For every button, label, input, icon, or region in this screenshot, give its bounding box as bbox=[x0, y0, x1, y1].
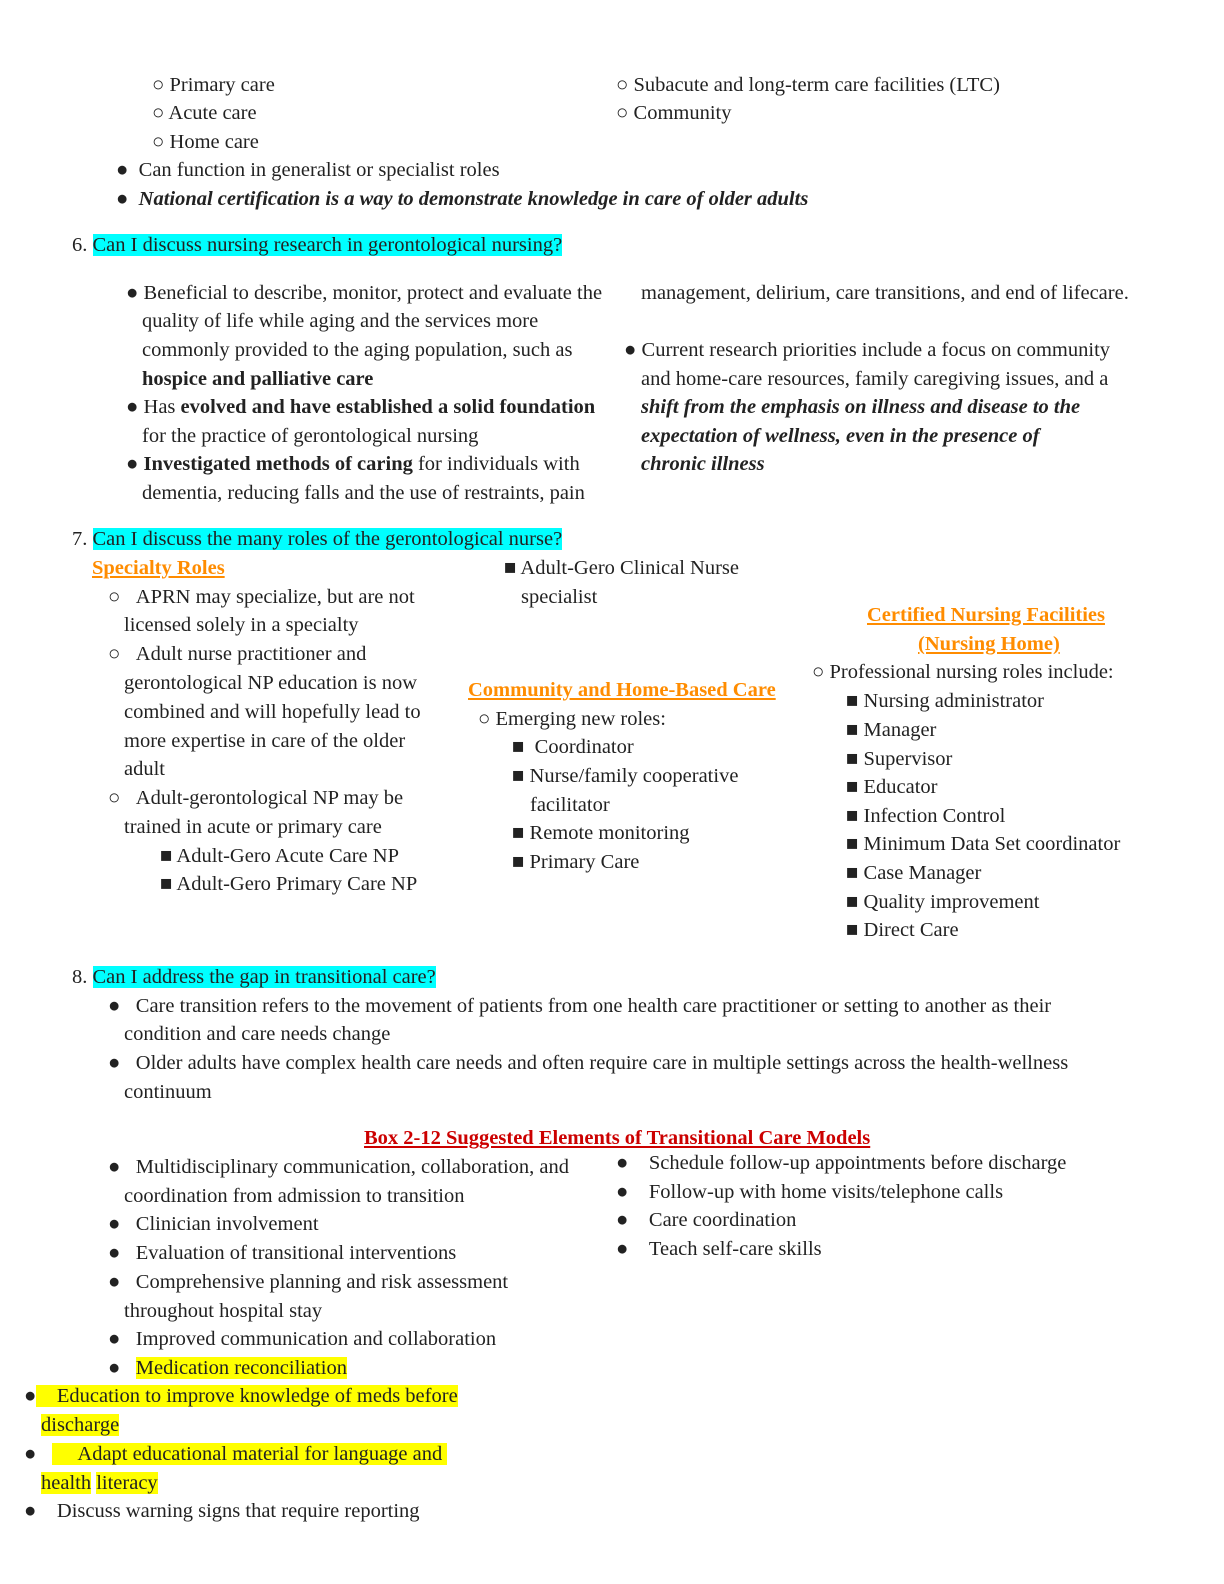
question-heading bbox=[72, 525, 562, 553]
question-number: 7. bbox=[72, 528, 88, 550]
research-text: commonly provided to the aging population, such as bbox=[142, 339, 573, 361]
research-text: expectation of wellness, even in the presence of bbox=[641, 425, 1040, 447]
question-number: 8. bbox=[72, 966, 88, 988]
element-text: Medication reconciliation bbox=[135, 1357, 347, 1379]
transition-text: continuum bbox=[124, 1081, 212, 1103]
bullet-icon: ● bbox=[108, 1156, 121, 1178]
list-item bbox=[24, 1497, 420, 1525]
roles-text: Can function in generalist or specialist roles bbox=[138, 159, 500, 181]
bullet-icon: ● bbox=[108, 1271, 121, 1293]
list-item bbox=[116, 156, 500, 184]
role-text: combined and will hopefully lead to bbox=[124, 701, 421, 723]
square-bullet-icon: ■ bbox=[504, 557, 517, 579]
research-text: Investigated methods of caring bbox=[143, 453, 413, 475]
list-item bbox=[152, 99, 257, 127]
role-text: specialist bbox=[521, 586, 598, 608]
square-bullet-icon: ■ bbox=[846, 776, 859, 798]
role-text: Case Manager bbox=[863, 862, 982, 884]
element-text: Care coordination bbox=[648, 1209, 797, 1231]
bullet-icon: ● bbox=[126, 282, 139, 304]
bullet-icon: ● bbox=[616, 1238, 629, 1260]
element-text: Multidisciplinary communication, collaboration, and bbox=[135, 1156, 570, 1178]
list-item bbox=[160, 870, 417, 898]
bullet-icon: ● bbox=[24, 1385, 37, 1407]
role-text: Educator bbox=[863, 776, 938, 798]
bullet-icon: ● bbox=[24, 1500, 37, 1522]
role-text: licensed solely in a specialty bbox=[124, 614, 359, 636]
setting-label: Primary care bbox=[169, 74, 275, 96]
research-text: hospice and palliative care bbox=[142, 368, 374, 390]
open-bullet-icon: ○ bbox=[108, 643, 121, 665]
element-text: Comprehensive planning and risk assessment bbox=[135, 1271, 509, 1293]
element-text: Education to improve knowledge of meds before bbox=[56, 1385, 458, 1407]
list-item bbox=[126, 393, 595, 421]
setting-label: Subacute and long-term care facilities (LTC) bbox=[633, 74, 1000, 96]
square-bullet-icon: ■ bbox=[846, 891, 859, 913]
list-item bbox=[116, 185, 808, 213]
element-text: Adapt educational material for language and bbox=[77, 1443, 443, 1465]
list-item bbox=[160, 842, 399, 870]
role-text: Professional nursing roles include: bbox=[829, 661, 1114, 683]
square-bullet-icon: ■ bbox=[846, 919, 859, 941]
role-text: Supervisor bbox=[863, 748, 953, 770]
element-text: Clinician involvement bbox=[135, 1213, 319, 1235]
element-text: Follow-up with home visits/telephone calls bbox=[648, 1181, 1004, 1203]
role-text: adult bbox=[124, 758, 165, 780]
role-text: Infection Control bbox=[863, 805, 1006, 827]
bullet-icon: ● bbox=[116, 159, 129, 181]
list-item bbox=[512, 733, 634, 761]
open-bullet-icon: ○ bbox=[478, 708, 491, 730]
role-text: Direct Care bbox=[863, 919, 959, 941]
element-text: Evaluation of transitional interventions bbox=[135, 1242, 457, 1264]
transition-text: Care transition refers to the movement of patients from one health care practitioner or setting to another as their bbox=[135, 995, 1052, 1017]
role-text: trained in acute or primary care bbox=[124, 816, 382, 838]
research-text: for individuals with bbox=[412, 453, 580, 475]
research-text: quality of life while aging and the services more bbox=[142, 310, 539, 332]
square-bullet-icon: ■ bbox=[160, 873, 173, 895]
list-item bbox=[846, 716, 936, 744]
role-text: Coordinator bbox=[534, 736, 634, 758]
list-item bbox=[504, 554, 739, 582]
bullet-icon: ● bbox=[116, 188, 129, 210]
square-bullet-icon: ■ bbox=[846, 833, 859, 855]
list-item bbox=[846, 687, 1044, 715]
certification-text: National certification is a way to demonstrate knowledge in care of older adults bbox=[138, 188, 809, 210]
transition-text: Older adults have complex health care needs and often require care in multiple settings across the health-wellness bbox=[135, 1052, 1069, 1074]
list-item bbox=[126, 279, 602, 307]
list-item bbox=[616, 1206, 796, 1234]
role-text: Adult nurse practitioner and bbox=[135, 643, 367, 665]
research-text: Beneficial to describe, monitor, protect and evaluate the bbox=[143, 282, 603, 304]
list-item bbox=[846, 888, 1039, 916]
bullet-icon: ● bbox=[108, 1213, 121, 1235]
list-item bbox=[624, 336, 1110, 364]
open-bullet-icon: ○ bbox=[108, 586, 121, 608]
square-bullet-icon: ■ bbox=[846, 748, 859, 770]
role-text: Adult-Gero Primary Care NP bbox=[176, 873, 418, 895]
element-text: coordination from admission to transition bbox=[124, 1185, 465, 1207]
question-title: Can I address the gap in transitional care? bbox=[92, 966, 436, 988]
list-item bbox=[24, 1440, 447, 1468]
role-text: Remote monitoring bbox=[529, 822, 690, 844]
square-bullet-icon: ■ bbox=[846, 690, 859, 712]
square-bullet-icon: ■ bbox=[512, 822, 525, 844]
research-text: shift from the emphasis on illness and disease to the bbox=[641, 396, 1081, 418]
square-bullet-icon: ■ bbox=[846, 805, 859, 827]
community-care-heading: Community and Home-Based Care bbox=[468, 679, 776, 701]
square-bullet-icon: ■ bbox=[846, 862, 859, 884]
list-item bbox=[512, 819, 690, 847]
bullet-icon: ● bbox=[108, 995, 121, 1017]
bullet-icon: ● bbox=[616, 1181, 629, 1203]
list-item bbox=[24, 1382, 458, 1410]
list-item bbox=[152, 71, 275, 99]
list-item bbox=[108, 1268, 508, 1296]
setting-label: Acute care bbox=[168, 102, 257, 124]
list-item bbox=[846, 916, 959, 944]
role-text: Adult-gerontological NP may be bbox=[135, 787, 404, 809]
list-item bbox=[512, 762, 738, 790]
list-item bbox=[108, 1239, 456, 1267]
role-text: Minimum Data Set coordinator bbox=[863, 833, 1121, 855]
list-item bbox=[108, 640, 366, 668]
list-item bbox=[108, 1153, 569, 1181]
list-item bbox=[616, 1178, 1003, 1206]
element-text: literacy bbox=[96, 1472, 158, 1494]
box-title: Box 2-12 Suggested Elements of Transitional Care Models bbox=[364, 1127, 871, 1149]
list-item bbox=[108, 784, 403, 812]
element-text bbox=[41, 1469, 158, 1497]
element-text: throughout hospital stay bbox=[124, 1300, 323, 1322]
role-text: Manager bbox=[863, 719, 937, 741]
open-bullet-icon: ○ bbox=[152, 131, 165, 153]
element-text: Improved communication and collaboration bbox=[135, 1328, 497, 1350]
square-bullet-icon: ■ bbox=[512, 851, 525, 873]
setting-label: Community bbox=[633, 102, 732, 124]
list-item bbox=[616, 1149, 1066, 1177]
list-item bbox=[512, 848, 639, 876]
research-text: for the practice of gerontological nursing bbox=[142, 425, 479, 447]
open-bullet-icon: ○ bbox=[108, 787, 121, 809]
research-text: Has bbox=[143, 396, 181, 418]
square-bullet-icon: ■ bbox=[160, 845, 173, 867]
element-text: Schedule follow-up appointments before discharge bbox=[648, 1152, 1067, 1174]
list-item bbox=[108, 1325, 496, 1353]
question-title: Can I discuss the many roles of the gerontological nurse? bbox=[92, 528, 563, 550]
bullet-icon: ● bbox=[126, 453, 139, 475]
research-text: chronic illness bbox=[641, 453, 765, 475]
list-item bbox=[846, 773, 938, 801]
element-text: health bbox=[41, 1472, 92, 1494]
question-number: 6. bbox=[72, 234, 88, 256]
bullet-icon: ● bbox=[616, 1152, 629, 1174]
list-item bbox=[108, 1210, 319, 1238]
bullet-icon: ● bbox=[616, 1209, 629, 1231]
bullet-icon: ● bbox=[108, 1357, 121, 1379]
open-bullet-icon: ○ bbox=[152, 102, 165, 124]
facilities-heading: Certified Nursing Facilities bbox=[867, 604, 1105, 626]
open-bullet-icon: ○ bbox=[152, 74, 165, 96]
facilities-heading: (Nursing Home) bbox=[918, 633, 1060, 655]
research-text: and home-care resources, family caregiving issues, and a bbox=[641, 368, 1109, 390]
list-item bbox=[108, 1354, 347, 1382]
bullet-icon: ● bbox=[624, 339, 637, 361]
role-text: more expertise in care of the older bbox=[124, 730, 406, 752]
element-text bbox=[41, 1411, 119, 1439]
research-text: Current research priorities include a focus on community bbox=[641, 339, 1111, 361]
list-item bbox=[846, 830, 1120, 858]
question-heading bbox=[72, 231, 562, 259]
role-text: facilitator bbox=[530, 794, 610, 816]
list-item bbox=[108, 1049, 1068, 1077]
research-text: evolved and have established a solid foundation bbox=[180, 396, 596, 418]
bullet-icon: ● bbox=[108, 1242, 121, 1264]
transition-text: condition and care needs change bbox=[124, 1023, 391, 1045]
role-text: Emerging new roles: bbox=[495, 708, 666, 730]
list-item bbox=[108, 992, 1051, 1020]
bullet-icon: ● bbox=[108, 1328, 121, 1350]
role-text: gerontological NP education is now bbox=[124, 672, 418, 694]
list-item bbox=[108, 583, 415, 611]
research-text: dementia, reducing falls and the use of restraints, pain bbox=[142, 482, 585, 504]
list-item bbox=[616, 99, 731, 127]
open-bullet-icon: ○ bbox=[616, 74, 629, 96]
bullet-icon: ● bbox=[126, 396, 139, 418]
role-text: Nurse/family cooperative bbox=[529, 765, 739, 787]
list-item bbox=[152, 128, 259, 156]
list-item bbox=[812, 658, 1114, 686]
list-item bbox=[846, 745, 952, 773]
list-item bbox=[126, 450, 580, 478]
bullet-icon: ● bbox=[24, 1443, 37, 1465]
role-text: Primary Care bbox=[529, 851, 640, 873]
square-bullet-icon: ■ bbox=[512, 765, 525, 787]
list-item bbox=[846, 859, 981, 887]
question-title: Can I discuss nursing research in gerontological nursing? bbox=[92, 234, 563, 256]
element-text: discharge bbox=[41, 1414, 120, 1436]
role-text: Nursing administrator bbox=[863, 690, 1045, 712]
element-text: Teach self-care skills bbox=[648, 1238, 822, 1260]
open-bullet-icon: ○ bbox=[812, 661, 825, 683]
list-item bbox=[616, 71, 1000, 99]
bullet-icon: ● bbox=[108, 1052, 121, 1074]
open-bullet-icon: ○ bbox=[616, 102, 629, 124]
question-heading bbox=[72, 963, 436, 991]
role-text: APRN may specialize, but are not bbox=[135, 586, 415, 608]
list-item bbox=[846, 802, 1005, 830]
research-text: management, delirium, care transitions, and end of lifecare. bbox=[641, 282, 1129, 304]
role-text: Quality improvement bbox=[863, 891, 1040, 913]
role-text: Adult-Gero Acute Care NP bbox=[176, 845, 399, 867]
list-item bbox=[478, 705, 666, 733]
role-text: Adult-Gero Clinical Nurse bbox=[520, 557, 740, 579]
setting-label: Home care bbox=[169, 131, 259, 153]
list-item bbox=[616, 1235, 822, 1263]
element-text: Discuss warning signs that require reporting bbox=[56, 1500, 420, 1522]
square-bullet-icon: ■ bbox=[846, 719, 859, 741]
square-bullet-icon: ■ bbox=[512, 736, 525, 758]
specialty-roles-heading: Specialty Roles bbox=[92, 557, 225, 579]
